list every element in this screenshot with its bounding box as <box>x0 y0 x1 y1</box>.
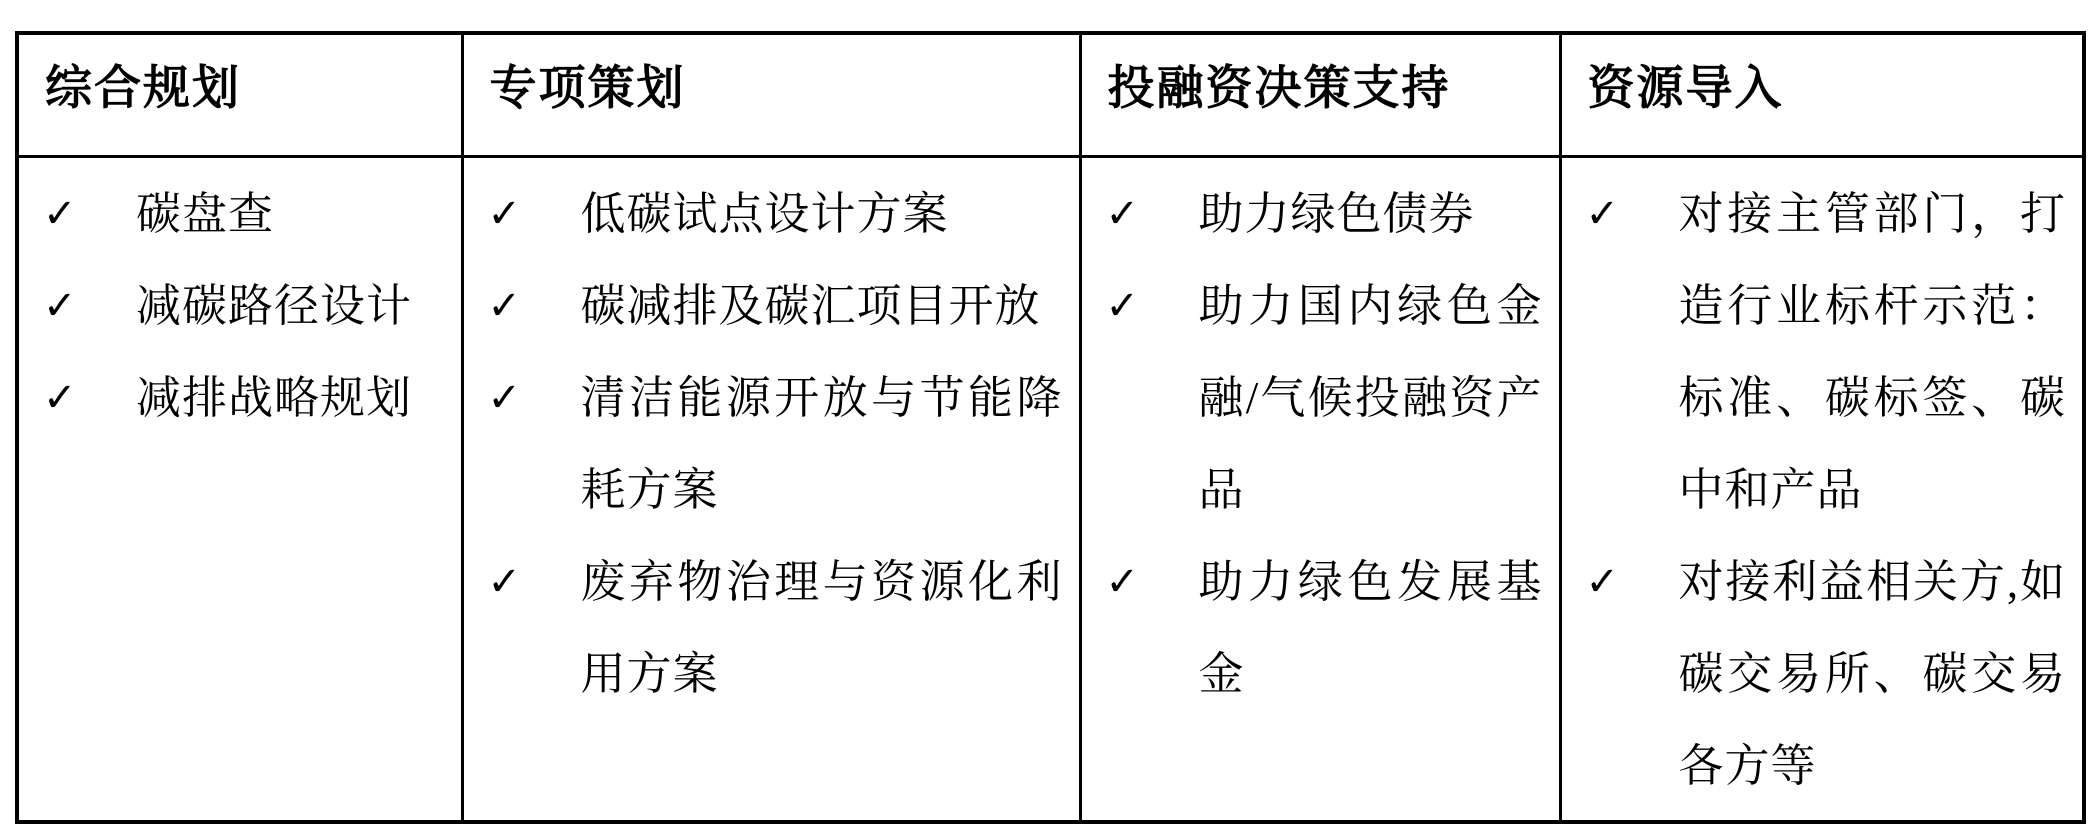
cell-investment-financing-decision-support <box>1080 157 1560 823</box>
list-item-text: 助力国内绿色金融/气候投融资产品 <box>1198 281 1543 515</box>
check-icon: ✓ <box>43 375 77 421</box>
list-item <box>1082 260 1559 536</box>
service-table <box>15 31 2086 824</box>
list-item <box>19 352 461 444</box>
check-icon: ✓ <box>43 283 77 329</box>
check-icon: ✓ <box>487 191 522 237</box>
list-item <box>19 260 461 352</box>
list-item-text: 碳减排及碳汇项目开放 <box>580 281 1041 331</box>
list-item <box>1082 168 1559 260</box>
body-row <box>17 157 2084 823</box>
column-header-special-planning: 专项策划 <box>462 33 1080 157</box>
check-icon: ✓ <box>1585 191 1620 237</box>
list-item <box>1562 168 2083 536</box>
column-header-investment-financing-decision-support: 投融资决策支持 <box>1080 33 1560 157</box>
cell-comprehensive-planning <box>17 157 462 823</box>
list-item-text: 助力绿色发展基金 <box>1198 557 1543 699</box>
check-icon: ✓ <box>1105 283 1140 329</box>
check-icon: ✓ <box>487 559 522 605</box>
list-item-text: 废弃物治理与资源化利用方案 <box>580 557 1063 699</box>
cell-resource-import <box>1560 157 2084 823</box>
check-icon: ✓ <box>487 283 522 329</box>
list-item <box>19 168 461 260</box>
list-item-text: 对接利益相关方,如碳交易所、碳交易各方等 <box>1678 557 2066 791</box>
list-item-text: 低碳试点设计方案 <box>580 189 949 239</box>
check-icon: ✓ <box>1585 559 1620 605</box>
list-item <box>464 168 1079 260</box>
list-item <box>1082 536 1559 720</box>
list-item-text: 减排战略规划 <box>136 373 413 423</box>
check-icon: ✓ <box>1105 191 1140 237</box>
list-item-text: 助力绿色债券 <box>1198 189 1475 239</box>
cell-special-planning <box>462 157 1080 823</box>
check-icon: ✓ <box>1105 559 1140 605</box>
list-item <box>1562 536 2083 812</box>
list-item <box>464 260 1079 352</box>
list-item-text: 对接主管部门，打造行业标杆示范：标准、碳标签、碳中和产品 <box>1678 189 2066 515</box>
check-icon: ✓ <box>43 191 77 237</box>
list-item <box>464 352 1079 536</box>
list-item-text: 减碳路径设计 <box>136 281 413 331</box>
list-item-text: 清洁能源开放与节能降耗方案 <box>580 373 1063 515</box>
column-header-comprehensive-planning: 综合规划 <box>17 33 462 157</box>
column-header-resource-import: 资源导入 <box>1560 33 2084 157</box>
check-icon: ✓ <box>487 375 522 421</box>
header-row <box>17 33 2084 157</box>
list-item-text: 碳盘查 <box>136 189 275 239</box>
list-item <box>464 536 1079 720</box>
